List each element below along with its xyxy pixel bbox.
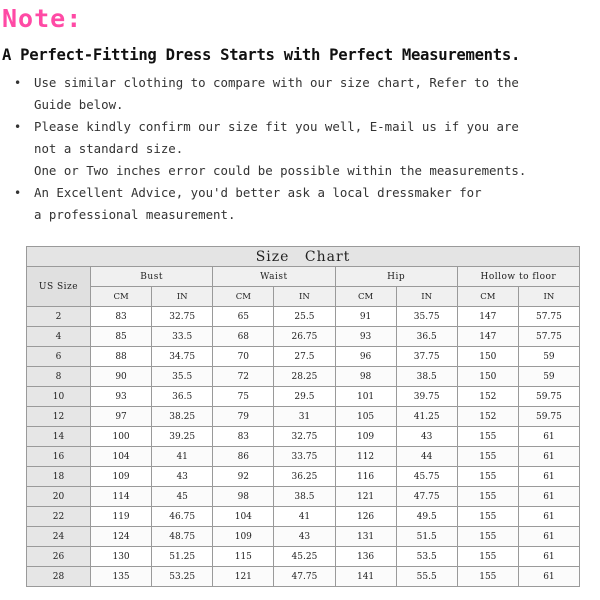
note-text: An Excellent Advice, you'd better ask a local dressmaker for xyxy=(34,185,482,200)
measurement-cell: 135 xyxy=(91,567,152,587)
measurement-cell: 38.5 xyxy=(396,367,457,387)
measurement-cell: 100 xyxy=(91,427,152,447)
measurement-cell: 36.5 xyxy=(396,327,457,347)
measurement-cell: 47.75 xyxy=(396,487,457,507)
chart-caption-row xyxy=(27,247,580,267)
measurement-cell: 61 xyxy=(518,447,579,467)
us-size-cell: 4 xyxy=(27,327,91,347)
measurement-cell: 44 xyxy=(396,447,457,467)
measurement-cell: 68 xyxy=(213,327,274,347)
measurement-cell: 147 xyxy=(457,327,518,347)
measurement-cell: 55.5 xyxy=(396,567,457,587)
unit-header: CM xyxy=(91,287,152,307)
measurement-cell: 121 xyxy=(213,567,274,587)
measurement-cell: 43 xyxy=(152,467,213,487)
measurement-cell: 35.5 xyxy=(152,367,213,387)
measurement-cell: 114 xyxy=(91,487,152,507)
us-size-cell: 22 xyxy=(27,507,91,527)
measurement-cell: 33.5 xyxy=(152,327,213,347)
measurement-cell: 152 xyxy=(457,407,518,427)
size-row xyxy=(27,427,580,447)
measurement-cell: 93 xyxy=(91,387,152,407)
measurement-cell: 155 xyxy=(457,507,518,527)
measurement-cell: 116 xyxy=(335,467,396,487)
note-text: One or Two inches error could be possible within the measurements. xyxy=(34,163,527,178)
note-line xyxy=(14,72,594,94)
unit-header: IN xyxy=(274,287,335,307)
bullet-icon: • xyxy=(14,76,22,90)
measurement-cell: 33.75 xyxy=(274,447,335,467)
note-text: Guide below. xyxy=(34,97,124,112)
measurement-cell: 45.25 xyxy=(274,547,335,567)
measurement-cell: 79 xyxy=(213,407,274,427)
note-text: a professional measurement. xyxy=(34,207,236,222)
measurement-cell: 43 xyxy=(396,427,457,447)
measurement-cell: 109 xyxy=(335,427,396,447)
size-row xyxy=(27,467,580,487)
measurement-cell: 109 xyxy=(213,527,274,547)
measurement-cell: 47.75 xyxy=(274,567,335,587)
unit-header: CM xyxy=(457,287,518,307)
measurement-cell: 32.75 xyxy=(274,427,335,447)
size-row xyxy=(27,447,580,467)
measurement-cell: 61 xyxy=(518,527,579,547)
note-line xyxy=(14,182,594,204)
note-title: Note: xyxy=(2,4,83,33)
size-row xyxy=(27,387,580,407)
us-size-cell: 16 xyxy=(27,447,91,467)
measurement-cell: 86 xyxy=(213,447,274,467)
measurement-cell: 61 xyxy=(518,487,579,507)
note-line xyxy=(14,160,594,182)
measurement-cell: 98 xyxy=(213,487,274,507)
measurement-cell: 130 xyxy=(91,547,152,567)
measurement-cell: 155 xyxy=(457,447,518,467)
measurement-cell: 155 xyxy=(457,547,518,567)
unit-header-row xyxy=(27,287,580,307)
unit-header: IN xyxy=(518,287,579,307)
measurement-cell: 51.5 xyxy=(396,527,457,547)
measurement-cell: 37.75 xyxy=(396,347,457,367)
measurement-cell: 46.75 xyxy=(152,507,213,527)
us-size-cell: 24 xyxy=(27,527,91,547)
measurement-cell: 65 xyxy=(213,307,274,327)
size-row xyxy=(27,347,580,367)
measurement-cell: 39.25 xyxy=(152,427,213,447)
measurement-cell: 155 xyxy=(457,567,518,587)
unit-header: CM xyxy=(335,287,396,307)
note-text: Use similar clothing to compare with our size chart, Refer to the xyxy=(34,75,519,90)
measurement-cell: 72 xyxy=(213,367,274,387)
note-text: not a standard size. xyxy=(34,141,184,156)
size-row xyxy=(27,367,580,387)
measurement-cell: 105 xyxy=(335,407,396,427)
chart-caption-chart: Chart xyxy=(304,248,351,265)
measurement-cell: 155 xyxy=(457,527,518,547)
note-line xyxy=(14,204,594,226)
measurement-cell: 98 xyxy=(335,367,396,387)
measurement-cell: 126 xyxy=(335,507,396,527)
measurement-cell: 104 xyxy=(213,507,274,527)
measurement-cell: 32.75 xyxy=(152,307,213,327)
measurement-cell: 147 xyxy=(457,307,518,327)
us-size-cell: 18 xyxy=(27,467,91,487)
note-line xyxy=(14,116,594,138)
group-header-hip: Hip xyxy=(335,267,457,287)
group-header-bust: Bust xyxy=(91,267,213,287)
size-row xyxy=(27,547,580,567)
measurement-cell: 53.5 xyxy=(396,547,457,567)
measurement-cell: 104 xyxy=(91,447,152,467)
measurement-cell: 59 xyxy=(518,347,579,367)
measurement-cell: 49.5 xyxy=(396,507,457,527)
measurement-cell: 96 xyxy=(335,347,396,367)
us-size-cell: 20 xyxy=(27,487,91,507)
measurement-cell: 36.25 xyxy=(274,467,335,487)
measurement-cell: 119 xyxy=(91,507,152,527)
measurement-cell: 34.75 xyxy=(152,347,213,367)
measurement-cell: 155 xyxy=(457,487,518,507)
measurement-cell: 36.5 xyxy=(152,387,213,407)
chart-caption-size: Size xyxy=(255,248,290,265)
measurement-cell: 97 xyxy=(91,407,152,427)
measurement-cell: 41 xyxy=(152,447,213,467)
measurement-cell: 28.25 xyxy=(274,367,335,387)
measurement-cell: 61 xyxy=(518,427,579,447)
measurement-cell: 61 xyxy=(518,467,579,487)
measurement-cell: 124 xyxy=(91,527,152,547)
us-size-cell: 12 xyxy=(27,407,91,427)
measurement-cell: 83 xyxy=(91,307,152,327)
unit-header: IN xyxy=(396,287,457,307)
measurement-cell: 43 xyxy=(274,527,335,547)
size-row xyxy=(27,507,580,527)
us-size-cell: 8 xyxy=(27,367,91,387)
measurement-cell: 25.5 xyxy=(274,307,335,327)
headline: A Perfect-Fitting Dress Starts with Perfect Measurements. xyxy=(2,46,521,64)
us-size-cell: 2 xyxy=(27,307,91,327)
measurement-cell: 152 xyxy=(457,387,518,407)
measurement-cell: 59.75 xyxy=(518,387,579,407)
measurement-cell: 27.5 xyxy=(274,347,335,367)
us-size-cell: 14 xyxy=(27,427,91,447)
measurement-cell: 53.25 xyxy=(152,567,213,587)
note-text: Please kindly confirm our size fit you well, E-mail us if you are xyxy=(34,119,519,134)
measurement-cell: 45.75 xyxy=(396,467,457,487)
notes-list xyxy=(14,72,594,226)
bullet-icon: • xyxy=(14,120,22,134)
note-line xyxy=(14,94,594,116)
us-size-cell: 6 xyxy=(27,347,91,367)
measurement-cell: 75 xyxy=(213,387,274,407)
size-row xyxy=(27,407,580,427)
unit-header: IN xyxy=(152,287,213,307)
measurement-cell: 92 xyxy=(213,467,274,487)
measurement-cell: 155 xyxy=(457,467,518,487)
measurement-cell: 121 xyxy=(335,487,396,507)
measurement-cell: 150 xyxy=(457,347,518,367)
measurement-cell: 59.75 xyxy=(518,407,579,427)
measurement-cell: 57.75 xyxy=(518,327,579,347)
chart-caption xyxy=(27,247,580,267)
unit-header: CM xyxy=(213,287,274,307)
size-row xyxy=(27,567,580,587)
measurement-cell: 57.75 xyxy=(518,307,579,327)
measurement-cell: 61 xyxy=(518,507,579,527)
measurement-cell: 85 xyxy=(91,327,152,347)
note-line xyxy=(14,138,594,160)
measurement-cell: 112 xyxy=(335,447,396,467)
us-size-cell: 10 xyxy=(27,387,91,407)
size-chart-body xyxy=(27,307,580,587)
measurement-cell: 88 xyxy=(91,347,152,367)
measurement-cell: 93 xyxy=(335,327,396,347)
measurement-cell: 38.25 xyxy=(152,407,213,427)
measurement-cell: 61 xyxy=(518,567,579,587)
measurement-cell: 136 xyxy=(335,547,396,567)
measurement-cell: 90 xyxy=(91,367,152,387)
measurement-cell: 70 xyxy=(213,347,274,367)
measurement-cell: 48.75 xyxy=(152,527,213,547)
measurement-cell: 141 xyxy=(335,567,396,587)
us-size-cell: 26 xyxy=(27,547,91,567)
size-row xyxy=(27,527,580,547)
measurement-cell: 155 xyxy=(457,427,518,447)
measurement-cell: 59 xyxy=(518,367,579,387)
bullet-icon: • xyxy=(14,186,22,200)
measurement-cell: 91 xyxy=(335,307,396,327)
measurement-cell: 51.25 xyxy=(152,547,213,567)
measurement-cell: 35.75 xyxy=(396,307,457,327)
group-header-hollow-to-floor: Hollow to floor xyxy=(457,267,579,287)
measurement-cell: 45 xyxy=(152,487,213,507)
measurement-cell: 109 xyxy=(91,467,152,487)
us-size-cell: 28 xyxy=(27,567,91,587)
measurement-cell: 150 xyxy=(457,367,518,387)
size-chart-table xyxy=(26,246,580,587)
measurement-cell: 101 xyxy=(335,387,396,407)
size-row xyxy=(27,307,580,327)
group-header-waist: Waist xyxy=(213,267,335,287)
measurement-cell: 39.75 xyxy=(396,387,457,407)
measurement-cell: 26.75 xyxy=(274,327,335,347)
measurement-cell: 115 xyxy=(213,547,274,567)
measurement-cell: 38.5 xyxy=(274,487,335,507)
measurement-cell: 29.5 xyxy=(274,387,335,407)
measurement-cell: 41 xyxy=(274,507,335,527)
measurement-cell: 131 xyxy=(335,527,396,547)
group-header-row xyxy=(27,267,580,287)
us-size-header: US Size xyxy=(27,267,91,307)
measurement-cell: 83 xyxy=(213,427,274,447)
measurement-cell: 61 xyxy=(518,547,579,567)
size-row xyxy=(27,327,580,347)
measurement-cell: 31 xyxy=(274,407,335,427)
size-row xyxy=(27,487,580,507)
measurement-cell: 41.25 xyxy=(396,407,457,427)
